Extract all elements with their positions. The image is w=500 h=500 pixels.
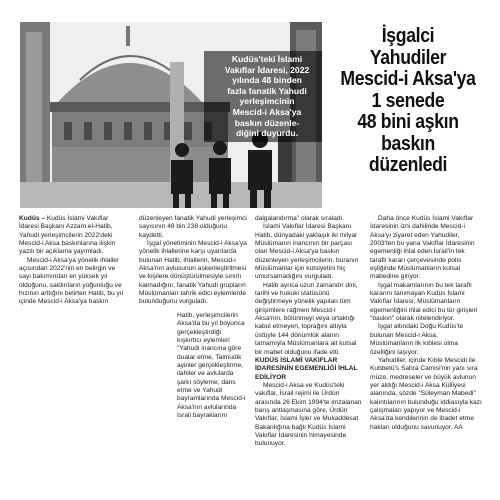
column-2	[139, 215, 247, 307]
column-1	[19, 215, 126, 307]
dateline: Kudüs –	[19, 215, 46, 222]
paragraph: İşgal yönetiminin Mescid-i Aksa'ya yönelik ihlallerine karşı uyarılarda bulunan Hatib, ihlallerin, Mescid-i Aksa'nın avlusunun askerileştirilmesi ve kişilere dönüştürülmesiyle sınırlı kalmadığını, fanatik Yahudi grupların Müslümanları tahrik edici eylemlerde bulunduğunu vurguladı.	[139, 240, 247, 306]
paragraph: Daha önce Kudüs İslami Vakıflar İdaresinin izni dahilinde Mescid-i Aksa'yı ziyaret eden Yahudiler, 2003'ten bu yana Vakıflar İdaresinin egemenliği ihlal eden İsrail'in tek taraflı kararı çerçevesinde polis eşliğinde Müslümanların kutsal mabedine giriyor.	[370, 215, 475, 281]
paragraph: Hatib ayrıca uzun zamandır dini, tarihi ve hukuki statüsünü değiştirmeye yönelik yapılan tüm girişimlere rağmen Mescid-i Aksa'nın, bölünmeyi veya ortaklığı kabul etmeyen, toprağını altıyla üstüyle 144 dönümlük alanın tamamıyla Müslümanlara ait kutsal bir mabet olduğunu ifade etti.	[255, 281, 358, 356]
paragraph: Hatib, yerleşimcilerin Aksa'da bu yıl boyunca gerçekleştirdiği kışkırtıcı eylemleri "Yahudi inancına göre dualar etme, Talmudik ayinler gerçekleştirme, ilahiler ve avlularda şarkı söyleme, dans etme ve Yahudi bayramlarında Mescid-i Aksa'nın avlularında İsrail bayraklarını	[177, 312, 246, 420]
lead-text: Kudüs İslami Vakıflar İdaresi Başkanı Azzam el-Hatib, Yahudi yerleşimcilerin 2022'deki Mescid-i Aksa baskınlarına ilişkin yazılı bir açıklama yayımladı.	[19, 215, 116, 256]
paragraph: İşgal altındaki Doğu Kudüs'te bulunan Mescid-i Aksa, Müslümanların ilk kıblesi olma özelliğini taşıyor.	[370, 323, 464, 356]
paragraph: Mescid-i Aksa ve Kudüs'teki vakıflar, İsrail rejimi ile Ürdün arasında 26 Ekim 1994'te imzalanan barış antlaşmasına göre, Ürdün Vakıflar, İslami İşler ve Mukaddesat Bakanlığına bağlı Kudüs İslami Vakıflar İdaresinin himayesinde bulunuyor.	[255, 381, 362, 448]
column-2-continued	[177, 312, 247, 420]
paragraph: Yahudiler, içinde Kıble Mescidi ile Kubbetü's Sahra Camisi'nin yanı sıra müze, medreseler ve büyük avlunun yer aldığı Mescid-i Aksa Külliyesi alanında, sözde "Süleyman Mabedi" kalıntılarının bulunduğu iddiasıyla kazı çalışmaları yapıyor ve Mescid-i Aksa'da kendilerinin de ibadet etme hakları olduğunu savunuyor. AA	[370, 356, 482, 431]
paragraph: düzenleyen fanatik Yahudi yerleşimci sayısının 48 bin 238 olduğunu kaydetti.	[139, 215, 247, 239]
article-headline: İşgalci Yahudiler Mescid-i Aksa'ya 1 senede 48 bini aşkın baskın düzenledi	[340, 24, 476, 176]
inset-photo-illustration	[137, 312, 173, 482]
paragraph: İşgal makamlarının bu tek taraflı kararını tanımayan Kudüs İslami Vakıflar İdaresi, Müslümanların egemenliğini ihlal edici bu tür girişleri "baskın" olarak nitelendiriyor.	[370, 281, 478, 323]
subheading: KUDÜS İSLAMİ VAKIFLAR İDARESİNİN EGEMENLİĞİ İHLAL EDİLİYOR	[255, 356, 358, 381]
dome-of-the-rock-photo	[20, 22, 322, 208]
paragraph: dalgalandırma" olarak sıraladı.	[255, 215, 345, 222]
paragraph-lead	[19, 215, 126, 257]
column-3	[255, 215, 363, 449]
column-4	[370, 215, 482, 432]
inset-photo	[137, 312, 173, 482]
paragraph: Mescid-i Aksa'ya yönelik ihlaller açısından 2022'nin en belirgin ve sayı bakımından en yüksek yıl olduğunu, saldırıların yoğunluğu ve hızının arttığını belirten Hatib, bu yıl içinde Mescid-i Aksa'ya baskın	[19, 256, 124, 306]
paragraph: İslami Vakıflar İdaresi Başkanı Hatib, dünyadaki yaklaşık iki milyar Müslümanın inancının bir parçası olan Mescid-i Aksa'ya baskın düzenleyen yerleşimcilerin, buranın Müslümanlar için kutsiyetini hiç umursamadığını vurguladı.	[255, 223, 359, 281]
photo-caption: Kudüs'teki İslami Vakıflar İdaresi, 2022 yılında 48 binden fazla fanatik Yahudi yerleşimcinin Mescid-i Aksa'ya baskın düzenle- diğini duyurdu.	[204, 51, 322, 142]
